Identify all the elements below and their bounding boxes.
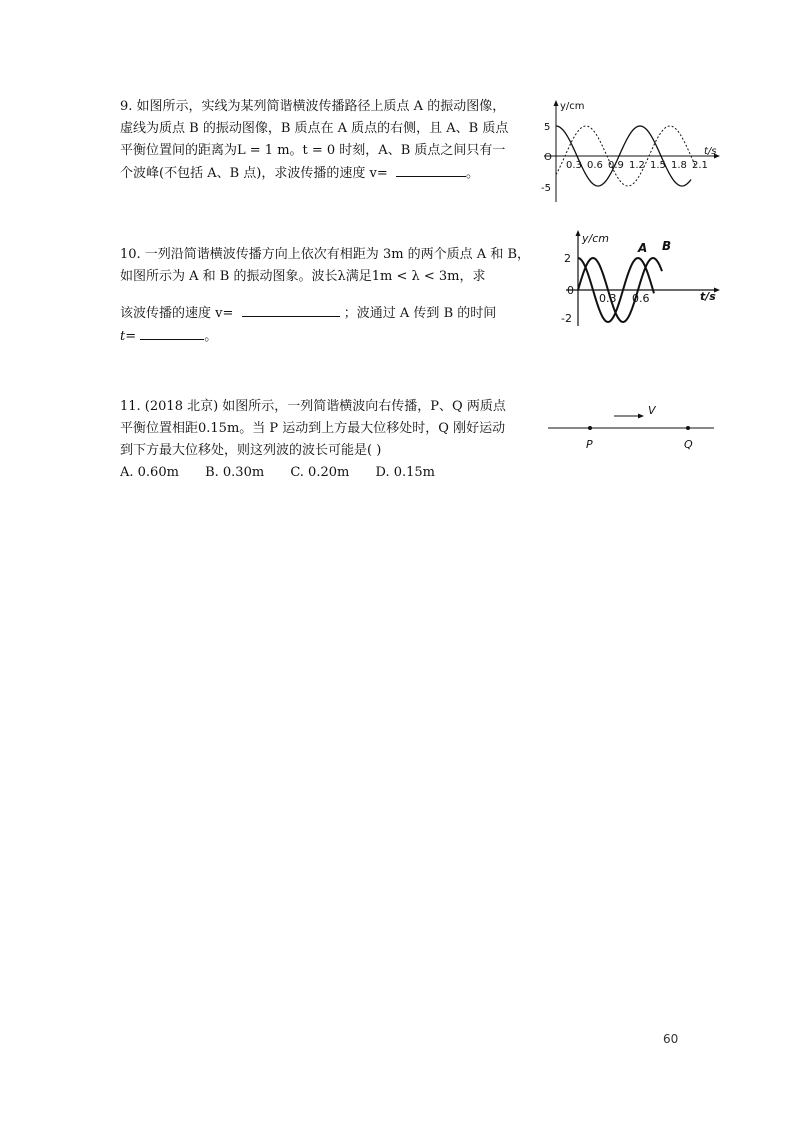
- q10-y-tick-neg2: -2: [561, 312, 572, 325]
- q11-wave-diagram: [546, 400, 716, 460]
- q10-line-4: [120, 325, 496, 348]
- q9-line-3: 平衡位置间的距离为L = 1 m。t = 0 时刻，A、B 质点之间只有一: [120, 143, 506, 158]
- q10-line-3a: 该波传播的速度 v=: [120, 306, 234, 321]
- q11-option-b[interactable]: B. 0.30m: [205, 465, 265, 480]
- q9-vibration-graph: [536, 96, 726, 208]
- q11-point-q: [686, 426, 690, 430]
- q9-y-axis-label: y/cm: [560, 101, 585, 112]
- q9-y-tick-5: 5: [544, 122, 551, 133]
- q10-line-4a: t=: [120, 329, 137, 344]
- question-10-continued: [120, 302, 496, 348]
- q11-option-d[interactable]: D. 0.15m: [375, 465, 435, 480]
- q9-origin-label: O: [544, 152, 552, 163]
- q9-x-tick: 1.8: [671, 160, 687, 171]
- q10-speed-blank[interactable]: [242, 302, 340, 317]
- q9-x-tick: 0.9: [608, 160, 624, 171]
- q11-velocity-label: V: [648, 404, 656, 417]
- q11-line-3: 到下方最大位移处，则这列波的波长可能是( ): [120, 443, 382, 458]
- q10-x-tick-0.3: 0.3: [599, 292, 617, 305]
- q10-curve-label-b: B: [662, 239, 672, 253]
- q10-x-axis-label: t/s: [700, 290, 716, 303]
- q9-line-4: [120, 162, 508, 185]
- q11-options: [120, 462, 506, 484]
- q10-origin-label: 0: [567, 284, 574, 297]
- q11-label-p: P: [586, 438, 593, 451]
- q9-line-2: 虚线为质点 B 的振动图像，B 质点在 A 质点的右侧，且 A、B 质点: [120, 121, 509, 136]
- q9-line-4a: 个波峰(不包括 A、B 点)，求波传播的速度 v=: [120, 166, 388, 181]
- q10-line-4b: 。: [204, 329, 218, 344]
- q11-line-1: 11. (2018 北京) 如图所示，一列简谐横波向右传播，P、Q 两质点: [120, 399, 506, 414]
- q10-curve-label-a: A: [638, 241, 648, 255]
- q9-line-4b: 。: [466, 166, 480, 181]
- q10-y-tick-2: 2: [564, 252, 571, 265]
- q10-line-1: 10. 一列沿简谐横波传播方向上依次有相距为 3m 的两个质点 A 和 B，: [120, 247, 531, 262]
- q9-x-tick: 2.1: [692, 160, 708, 171]
- q9-x-tick: 0.6: [587, 160, 603, 171]
- q11-line-2: 平衡位置相距0.15m。当 P 运动到上方最大位移处时，Q 刚好运动: [120, 421, 506, 436]
- q9-y-tick-neg5: -5: [541, 183, 551, 194]
- q11-label-q: Q: [684, 438, 693, 451]
- q9-x-tick: 0.3: [566, 160, 582, 171]
- q9-answer-blank[interactable]: [396, 162, 466, 177]
- q10-x-tick-0.6: 0.6: [632, 292, 650, 305]
- q10-line-3: [120, 302, 496, 325]
- q11-option-c[interactable]: C. 0.20m: [290, 465, 350, 480]
- q10-line-2: 如图所示为 A 和 B 的振动图象。波长λ满足1m < λ < 3m，求: [120, 269, 486, 284]
- q9-line-1: 9. 如图所示，实线为某列简谐横波传播路径上质点 A 的振动图像，: [120, 99, 506, 114]
- q9-x-tick: 1.5: [650, 160, 666, 171]
- question-10: [120, 244, 530, 288]
- question-9: [120, 96, 508, 185]
- q11-point-p: [588, 426, 592, 430]
- page-number: 60: [663, 1032, 679, 1046]
- q10-time-blank[interactable]: [140, 325, 204, 340]
- q11-option-a[interactable]: A. 0.60m: [120, 465, 179, 480]
- q10-line-3b: ；波通过 A 传到 B 的时间: [343, 306, 497, 321]
- question-11: [120, 396, 506, 484]
- q10-y-axis-label: y/cm: [582, 232, 609, 245]
- q10-vibration-graph: [558, 228, 726, 330]
- q9-x-axis-label: t/s: [704, 146, 717, 157]
- q9-x-tick: 1.2: [629, 160, 645, 171]
